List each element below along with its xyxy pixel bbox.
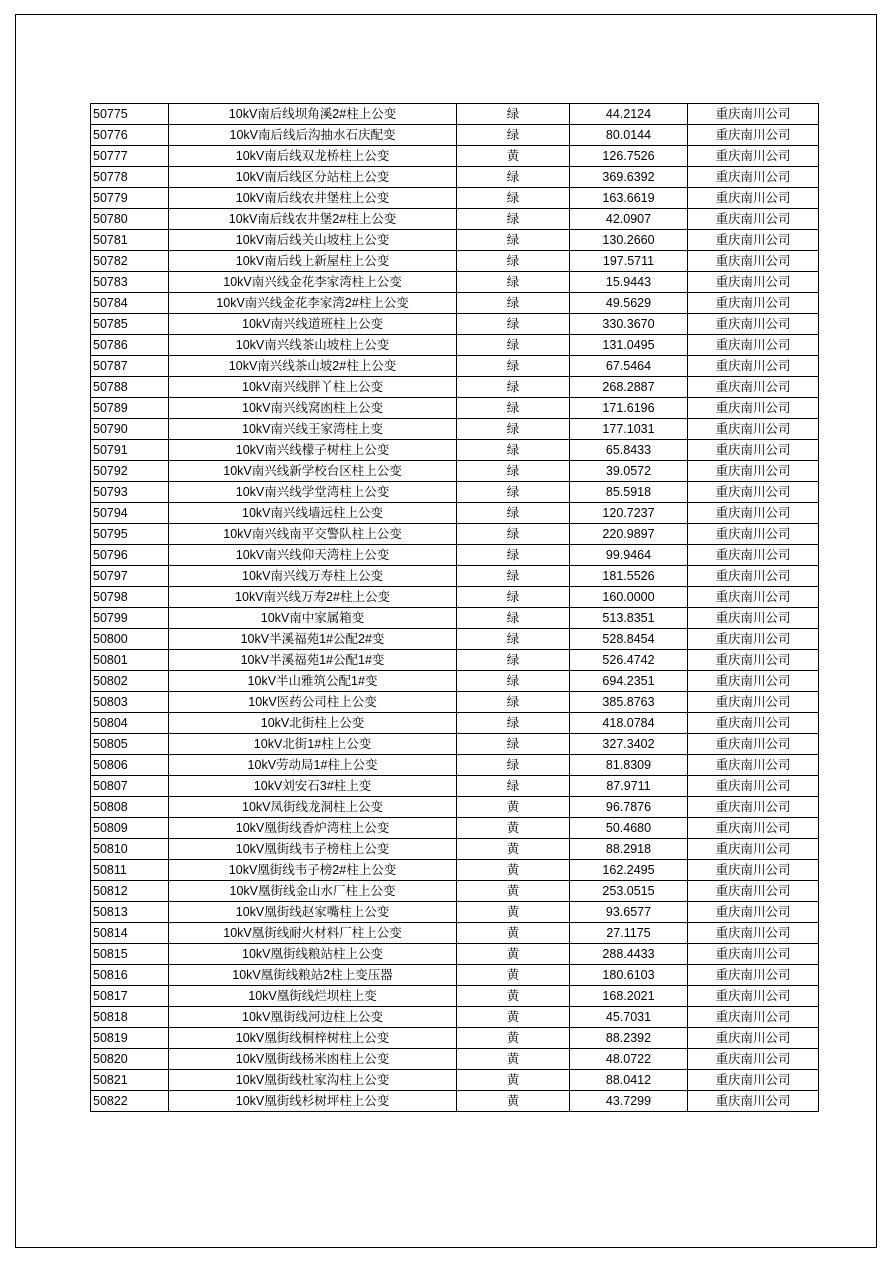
cell-color: 黄 (457, 902, 570, 923)
cell-company: 重庆南川公司 (688, 629, 819, 650)
cell-value: 87.9711 (570, 776, 688, 797)
cell-company: 重庆南川公司 (688, 566, 819, 587)
cell-company: 重庆南川公司 (688, 713, 819, 734)
cell-id: 50821 (91, 1070, 169, 1091)
cell-name: 10kV半溪福苑1#公配1#变 (169, 650, 457, 671)
transformer-table-container (90, 103, 795, 1112)
cell-color: 绿 (457, 713, 570, 734)
cell-company: 重庆南川公司 (688, 776, 819, 797)
cell-company: 重庆南川公司 (688, 482, 819, 503)
table-row (91, 314, 819, 335)
cell-name: 10kV凰街线金山水厂柱上公变 (169, 881, 457, 902)
cell-color: 黄 (457, 839, 570, 860)
cell-color: 绿 (457, 692, 570, 713)
table-row (91, 104, 819, 125)
cell-color: 黄 (457, 818, 570, 839)
cell-color: 绿 (457, 398, 570, 419)
cell-color: 绿 (457, 440, 570, 461)
cell-color: 绿 (457, 629, 570, 650)
cell-id: 50779 (91, 188, 169, 209)
cell-company: 重庆南川公司 (688, 524, 819, 545)
cell-name: 10kV南兴线新学校台区柱上公变 (169, 461, 457, 482)
cell-color: 绿 (457, 608, 570, 629)
table-row (91, 944, 819, 965)
cell-company: 重庆南川公司 (688, 1070, 819, 1091)
cell-color: 黄 (457, 146, 570, 167)
cell-name: 10kV半溪福苑1#公配2#变 (169, 629, 457, 650)
cell-value: 80.0144 (570, 125, 688, 146)
cell-value: 45.7031 (570, 1007, 688, 1028)
cell-company: 重庆南川公司 (688, 944, 819, 965)
table-row (91, 1028, 819, 1049)
cell-color: 绿 (457, 356, 570, 377)
cell-company: 重庆南川公司 (688, 650, 819, 671)
table-row (91, 230, 819, 251)
cell-name: 10kV南后线关山坡柱上公变 (169, 230, 457, 251)
cell-company: 重庆南川公司 (688, 734, 819, 755)
cell-name: 10kV南兴线道班柱上公变 (169, 314, 457, 335)
cell-name: 10kV凰街线韦子榜2#柱上公变 (169, 860, 457, 881)
cell-value: 130.2660 (570, 230, 688, 251)
cell-company: 重庆南川公司 (688, 146, 819, 167)
table-row (91, 272, 819, 293)
cell-company: 重庆南川公司 (688, 1091, 819, 1112)
cell-value: 418.0784 (570, 713, 688, 734)
cell-name: 10kV医药公司柱上公变 (169, 692, 457, 713)
cell-color: 绿 (457, 251, 570, 272)
cell-name: 10kV南兴线万寿柱上公变 (169, 566, 457, 587)
cell-company: 重庆南川公司 (688, 293, 819, 314)
table-row (91, 776, 819, 797)
cell-company: 重庆南川公司 (688, 902, 819, 923)
table-row (91, 902, 819, 923)
table-row (91, 1049, 819, 1070)
cell-name: 10kV南兴线茶山坡柱上公变 (169, 335, 457, 356)
cell-color: 黄 (457, 860, 570, 881)
cell-name: 10kV凰街线耐火材料厂柱上公变 (169, 923, 457, 944)
cell-value: 49.5629 (570, 293, 688, 314)
cell-name: 10kV南兴线茶山坡2#柱上公变 (169, 356, 457, 377)
cell-color: 绿 (457, 776, 570, 797)
cell-color: 黄 (457, 1007, 570, 1028)
table-row (91, 923, 819, 944)
cell-color: 绿 (457, 755, 570, 776)
cell-name: 10kV南兴线窝凼柱上公变 (169, 398, 457, 419)
table-row (91, 461, 819, 482)
cell-value: 197.5711 (570, 251, 688, 272)
cell-id: 50810 (91, 839, 169, 860)
cell-id: 50788 (91, 377, 169, 398)
table-row (91, 1091, 819, 1112)
cell-id: 50801 (91, 650, 169, 671)
cell-value: 327.3402 (570, 734, 688, 755)
cell-value: 253.0515 (570, 881, 688, 902)
table-row (91, 146, 819, 167)
cell-name: 10kV凤街线龙洞柱上公变 (169, 797, 457, 818)
cell-value: 528.8454 (570, 629, 688, 650)
cell-id: 50781 (91, 230, 169, 251)
cell-id: 50808 (91, 797, 169, 818)
table-row (91, 881, 819, 902)
cell-color: 绿 (457, 209, 570, 230)
cell-name: 10kV凰街线赵家嘴柱上公变 (169, 902, 457, 923)
cell-value: 160.0000 (570, 587, 688, 608)
cell-name: 10kV凰街线烂坝柱上变 (169, 986, 457, 1007)
cell-company: 重庆南川公司 (688, 125, 819, 146)
cell-company: 重庆南川公司 (688, 503, 819, 524)
cell-value: 120.7237 (570, 503, 688, 524)
cell-name: 10kV北街柱上公变 (169, 713, 457, 734)
cell-value: 171.6196 (570, 398, 688, 419)
table-row (91, 167, 819, 188)
cell-id: 50795 (91, 524, 169, 545)
table-row (91, 797, 819, 818)
cell-value: 96.7876 (570, 797, 688, 818)
cell-color: 绿 (457, 314, 570, 335)
cell-company: 重庆南川公司 (688, 1049, 819, 1070)
cell-id: 50802 (91, 671, 169, 692)
cell-id: 50816 (91, 965, 169, 986)
cell-name: 10kV南后线坝角溪2#柱上公变 (169, 104, 457, 125)
table-row (91, 377, 819, 398)
cell-color: 绿 (457, 335, 570, 356)
cell-color: 绿 (457, 104, 570, 125)
cell-value: 85.5918 (570, 482, 688, 503)
cell-name: 10kV南后线农井堡2#柱上公变 (169, 209, 457, 230)
cell-color: 绿 (457, 734, 570, 755)
cell-color: 绿 (457, 167, 570, 188)
cell-value: 42.0907 (570, 209, 688, 230)
table-row (91, 608, 819, 629)
cell-name: 10kV南后线双龙桥柱上公变 (169, 146, 457, 167)
cell-id: 50813 (91, 902, 169, 923)
cell-company: 重庆南川公司 (688, 209, 819, 230)
cell-name: 10kV凰街线杉树坪柱上公变 (169, 1091, 457, 1112)
cell-id: 50806 (91, 755, 169, 776)
cell-company: 重庆南川公司 (688, 419, 819, 440)
cell-name: 10kV南兴线檬子树柱上公变 (169, 440, 457, 461)
cell-id: 50791 (91, 440, 169, 461)
table-row (91, 545, 819, 566)
cell-name: 10kV凰街线粮站2柱上变压器 (169, 965, 457, 986)
cell-color: 黄 (457, 986, 570, 1007)
cell-value: 220.9897 (570, 524, 688, 545)
cell-name: 10kV南兴线胖丫柱上公变 (169, 377, 457, 398)
cell-company: 重庆南川公司 (688, 818, 819, 839)
cell-name: 10kV南兴线仰天湾柱上公变 (169, 545, 457, 566)
cell-name: 10kV凰街线河边柱上公变 (169, 1007, 457, 1028)
cell-id: 50799 (91, 608, 169, 629)
table-row (91, 566, 819, 587)
table-body (91, 104, 819, 1112)
cell-value: 513.8351 (570, 608, 688, 629)
cell-value: 81.8309 (570, 755, 688, 776)
table-row (91, 671, 819, 692)
cell-name: 10kV凰街线香炉湾柱上公变 (169, 818, 457, 839)
cell-id: 50797 (91, 566, 169, 587)
cell-name: 10kV南兴线墙远柱上公变 (169, 503, 457, 524)
cell-value: 177.1031 (570, 419, 688, 440)
table-row (91, 419, 819, 440)
cell-value: 15.9443 (570, 272, 688, 293)
cell-company: 重庆南川公司 (688, 167, 819, 188)
cell-id: 50822 (91, 1091, 169, 1112)
cell-color: 绿 (457, 566, 570, 587)
cell-name: 10kV凰街线韦子榜柱上公变 (169, 839, 457, 860)
cell-id: 50818 (91, 1007, 169, 1028)
cell-id: 50775 (91, 104, 169, 125)
cell-id: 50815 (91, 944, 169, 965)
cell-company: 重庆南川公司 (688, 587, 819, 608)
cell-id: 50786 (91, 335, 169, 356)
cell-company: 重庆南川公司 (688, 440, 819, 461)
cell-id: 50814 (91, 923, 169, 944)
cell-id: 50809 (91, 818, 169, 839)
cell-color: 绿 (457, 461, 570, 482)
cell-color: 绿 (457, 650, 570, 671)
cell-company: 重庆南川公司 (688, 965, 819, 986)
cell-value: 27.1175 (570, 923, 688, 944)
cell-id: 50819 (91, 1028, 169, 1049)
cell-value: 126.7526 (570, 146, 688, 167)
cell-value: 43.7299 (570, 1091, 688, 1112)
cell-color: 绿 (457, 524, 570, 545)
cell-value: 385.8763 (570, 692, 688, 713)
cell-color: 黄 (457, 944, 570, 965)
cell-value: 50.4680 (570, 818, 688, 839)
cell-name: 10kV南中家属箱变 (169, 608, 457, 629)
cell-name: 10kV刘安石3#柱上变 (169, 776, 457, 797)
cell-name: 10kV劳动局1#柱上公变 (169, 755, 457, 776)
cell-id: 50782 (91, 251, 169, 272)
cell-company: 重庆南川公司 (688, 797, 819, 818)
cell-name: 10kV南后线上新屋柱上公变 (169, 251, 457, 272)
table-row (91, 839, 819, 860)
cell-id: 50794 (91, 503, 169, 524)
cell-company: 重庆南川公司 (688, 272, 819, 293)
table-row (91, 734, 819, 755)
cell-name: 10kV南兴线金花李家湾2#柱上公变 (169, 293, 457, 314)
cell-color: 黄 (457, 923, 570, 944)
cell-value: 99.9464 (570, 545, 688, 566)
cell-company: 重庆南川公司 (688, 1007, 819, 1028)
table-row (91, 440, 819, 461)
table-row (91, 713, 819, 734)
cell-company: 重庆南川公司 (688, 545, 819, 566)
cell-id: 50817 (91, 986, 169, 1007)
cell-value: 163.6619 (570, 188, 688, 209)
cell-company: 重庆南川公司 (688, 671, 819, 692)
cell-name: 10kV半山雅筑公配1#变 (169, 671, 457, 692)
table-row (91, 860, 819, 881)
cell-color: 黄 (457, 1070, 570, 1091)
table-row (91, 398, 819, 419)
cell-company: 重庆南川公司 (688, 377, 819, 398)
table-row (91, 356, 819, 377)
cell-id: 50777 (91, 146, 169, 167)
cell-color: 绿 (457, 482, 570, 503)
cell-id: 50784 (91, 293, 169, 314)
cell-name: 10kV凰街线杜家沟柱上公变 (169, 1070, 457, 1091)
table-row (91, 965, 819, 986)
table-row (91, 587, 819, 608)
cell-color: 黄 (457, 965, 570, 986)
cell-id: 50783 (91, 272, 169, 293)
cell-name: 10kV凰街线桐梓树柱上公变 (169, 1028, 457, 1049)
cell-value: 369.6392 (570, 167, 688, 188)
cell-color: 绿 (457, 293, 570, 314)
table-row (91, 293, 819, 314)
cell-id: 50812 (91, 881, 169, 902)
table-row (91, 251, 819, 272)
cell-name: 10kV南兴线王家湾柱上变 (169, 419, 457, 440)
cell-color: 绿 (457, 188, 570, 209)
cell-value: 88.0412 (570, 1070, 688, 1091)
transformer-table (90, 103, 819, 1112)
cell-name: 10kV南后线后沟抽水石庆配变 (169, 125, 457, 146)
cell-color: 绿 (457, 377, 570, 398)
cell-id: 50785 (91, 314, 169, 335)
cell-value: 39.0572 (570, 461, 688, 482)
cell-value: 162.2495 (570, 860, 688, 881)
table-row (91, 1070, 819, 1091)
table-row (91, 986, 819, 1007)
cell-color: 绿 (457, 545, 570, 566)
cell-company: 重庆南川公司 (688, 692, 819, 713)
table-row (91, 524, 819, 545)
cell-id: 50787 (91, 356, 169, 377)
table-row (91, 818, 819, 839)
cell-value: 288.4433 (570, 944, 688, 965)
cell-id: 50807 (91, 776, 169, 797)
cell-name: 10kV南兴线万寿2#柱上公变 (169, 587, 457, 608)
cell-id: 50805 (91, 734, 169, 755)
cell-value: 526.4742 (570, 650, 688, 671)
cell-id: 50776 (91, 125, 169, 146)
cell-company: 重庆南川公司 (688, 335, 819, 356)
cell-company: 重庆南川公司 (688, 251, 819, 272)
table-row (91, 629, 819, 650)
cell-value: 48.0722 (570, 1049, 688, 1070)
cell-id: 50780 (91, 209, 169, 230)
cell-id: 50792 (91, 461, 169, 482)
cell-value: 93.6577 (570, 902, 688, 923)
cell-company: 重庆南川公司 (688, 839, 819, 860)
table-row (91, 650, 819, 671)
cell-value: 44.2124 (570, 104, 688, 125)
cell-name: 10kV北街1#柱上公变 (169, 734, 457, 755)
table-row (91, 188, 819, 209)
cell-id: 50793 (91, 482, 169, 503)
cell-color: 绿 (457, 419, 570, 440)
cell-company: 重庆南川公司 (688, 860, 819, 881)
cell-color: 黄 (457, 881, 570, 902)
cell-name: 10kV南兴线南平交警队柱上公变 (169, 524, 457, 545)
cell-color: 绿 (457, 587, 570, 608)
cell-id: 50811 (91, 860, 169, 881)
cell-value: 88.2392 (570, 1028, 688, 1049)
table-row (91, 209, 819, 230)
cell-company: 重庆南川公司 (688, 755, 819, 776)
table-row (91, 1007, 819, 1028)
cell-value: 168.2021 (570, 986, 688, 1007)
cell-value: 131.0495 (570, 335, 688, 356)
cell-id: 50790 (91, 419, 169, 440)
cell-name: 10kV南兴线学堂湾柱上公变 (169, 482, 457, 503)
cell-company: 重庆南川公司 (688, 461, 819, 482)
cell-color: 黄 (457, 797, 570, 818)
cell-color: 绿 (457, 230, 570, 251)
cell-id: 50796 (91, 545, 169, 566)
cell-company: 重庆南川公司 (688, 923, 819, 944)
cell-color: 绿 (457, 272, 570, 293)
cell-company: 重庆南川公司 (688, 608, 819, 629)
cell-id: 50800 (91, 629, 169, 650)
cell-company: 重庆南川公司 (688, 1028, 819, 1049)
cell-value: 67.5464 (570, 356, 688, 377)
cell-color: 黄 (457, 1049, 570, 1070)
cell-company: 重庆南川公司 (688, 188, 819, 209)
cell-company: 重庆南川公司 (688, 104, 819, 125)
cell-color: 绿 (457, 671, 570, 692)
cell-color: 绿 (457, 503, 570, 524)
cell-value: 694.2351 (570, 671, 688, 692)
cell-id: 50804 (91, 713, 169, 734)
cell-id: 50789 (91, 398, 169, 419)
cell-company: 重庆南川公司 (688, 356, 819, 377)
cell-company: 重庆南川公司 (688, 398, 819, 419)
cell-name: 10kV南后线区分站柱上公变 (169, 167, 457, 188)
cell-company: 重庆南川公司 (688, 314, 819, 335)
cell-id: 50778 (91, 167, 169, 188)
cell-value: 180.6103 (570, 965, 688, 986)
cell-company: 重庆南川公司 (688, 881, 819, 902)
cell-value: 65.8433 (570, 440, 688, 461)
cell-name: 10kV南后线农井堡柱上公变 (169, 188, 457, 209)
table-row (91, 692, 819, 713)
cell-name: 10kV凰街线杨米凼柱上公变 (169, 1049, 457, 1070)
cell-value: 88.2918 (570, 839, 688, 860)
table-row (91, 125, 819, 146)
cell-value: 268.2887 (570, 377, 688, 398)
cell-id: 50820 (91, 1049, 169, 1070)
table-row (91, 335, 819, 356)
cell-color: 绿 (457, 125, 570, 146)
table-row (91, 503, 819, 524)
cell-value: 330.3670 (570, 314, 688, 335)
table-row (91, 482, 819, 503)
cell-id: 50803 (91, 692, 169, 713)
cell-color: 黄 (457, 1091, 570, 1112)
cell-name: 10kV南兴线金花李家湾柱上公变 (169, 272, 457, 293)
cell-company: 重庆南川公司 (688, 230, 819, 251)
cell-id: 50798 (91, 587, 169, 608)
cell-company: 重庆南川公司 (688, 986, 819, 1007)
cell-value: 181.5526 (570, 566, 688, 587)
cell-color: 黄 (457, 1028, 570, 1049)
cell-name: 10kV凰街线粮站柱上公变 (169, 944, 457, 965)
table-row (91, 755, 819, 776)
